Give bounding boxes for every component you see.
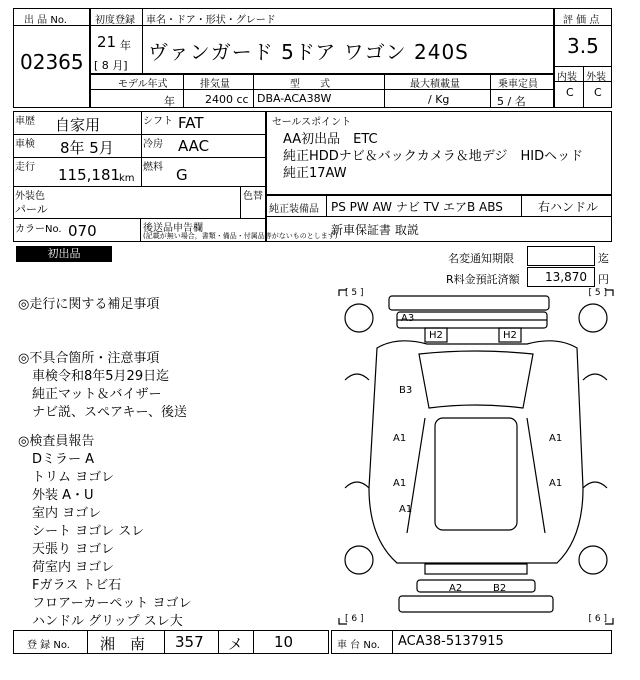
model-name: ヴァンガード 5ドア ワゴン 240S bbox=[148, 40, 469, 64]
reg-number: 10 bbox=[274, 633, 294, 651]
exterior-grade: C bbox=[594, 86, 602, 99]
type-value: DBA-ACA38W bbox=[257, 92, 332, 105]
reg-year-unit: 年 bbox=[120, 39, 131, 52]
mark-h2-left: H2 bbox=[429, 330, 443, 341]
type-label: 型 式 bbox=[290, 79, 330, 90]
interior-grade: C bbox=[566, 86, 574, 99]
sales-point-3: 純正17AW bbox=[283, 166, 347, 181]
mileage-value: 115,181 bbox=[58, 166, 121, 184]
history-value: 自家用 bbox=[55, 116, 101, 134]
reg-year: 21 bbox=[97, 33, 117, 51]
defect-2: 純正マット＆バイザー bbox=[32, 387, 162, 402]
inspector-2: トリム ヨゴレ bbox=[32, 470, 115, 485]
ext-color-label: 外装色 bbox=[15, 191, 45, 202]
inspector-5: シート ヨゴレ スレ bbox=[32, 524, 145, 539]
first-reg-label: 初度登録 bbox=[95, 15, 135, 26]
fuel-label: 燃料 bbox=[143, 162, 163, 173]
chassis-number: ACA38-5137915 bbox=[398, 634, 504, 649]
ac-label: 冷房 bbox=[143, 139, 163, 150]
model-year-unit: 年 bbox=[164, 95, 175, 108]
mileage-unit: km bbox=[119, 173, 135, 184]
recycle-label: R料金預託済額 bbox=[446, 273, 520, 286]
corner-tl: [ 5 ] bbox=[345, 288, 364, 298]
first-listing-badge: 初出品 bbox=[16, 246, 112, 262]
defects-title: ◎不具合箇所・注意事項 bbox=[18, 351, 160, 366]
capacity: 5 / 名 bbox=[497, 95, 526, 108]
mileage-label: 走行 bbox=[15, 162, 35, 173]
capacity-label: 乗車定員 bbox=[498, 79, 538, 90]
fuel-value: G bbox=[176, 166, 188, 184]
inspector-title: ◎検査員報告 bbox=[18, 434, 95, 449]
corner-br: [ 6 ] bbox=[588, 614, 607, 624]
color-change-label: 色替 bbox=[243, 191, 263, 202]
corner-tr: [ 5 ] bbox=[588, 288, 607, 298]
inspector-4: 室内 ヨゴレ bbox=[32, 506, 102, 521]
inspection-label: 車検 bbox=[15, 139, 35, 150]
car-damage-diagram bbox=[337, 288, 615, 626]
steering-side: 右ハンドル bbox=[538, 200, 599, 214]
sales-points-label: セールスポイント bbox=[272, 117, 352, 128]
reg-kana: メ bbox=[228, 635, 244, 653]
aftermarket-label: 後送品申告欄 bbox=[143, 223, 203, 234]
grade-label: 評 価 点 bbox=[563, 15, 600, 26]
mark-h2-right: H2 bbox=[503, 330, 517, 341]
lot-number: 02365 bbox=[20, 50, 84, 74]
inspection-value: 8年 5月 bbox=[60, 139, 114, 157]
recycle-unit: 円 bbox=[598, 273, 609, 286]
inspector-8: Fガラス トビ石 bbox=[32, 578, 122, 593]
sales-point-2: 純正HDDナビ＆バックカメラ＆地デジ HIDヘッド bbox=[283, 149, 584, 164]
inspector-10: ハンドル グリップ スレ大 bbox=[32, 614, 183, 629]
equipment-items: PS PW AW ナビ TV エアB ABS bbox=[331, 200, 503, 214]
mark-b2: B2 bbox=[493, 583, 507, 594]
name-change-box bbox=[527, 246, 595, 266]
equipment-label: 純正装備品 bbox=[269, 204, 319, 215]
mark-a1-left-3: A1 bbox=[399, 504, 413, 515]
mark-a1-left-2: A1 bbox=[393, 478, 407, 489]
warranty: 新車保証書 取説 bbox=[331, 223, 419, 237]
max-load: / Kg bbox=[428, 93, 450, 106]
ac-value: AAC bbox=[178, 137, 210, 155]
inspector-9: フロアーカーペット ヨゴレ bbox=[32, 596, 192, 611]
chassis-label: 車 台 No. bbox=[337, 640, 380, 651]
inspector-1: Dミラー A bbox=[32, 452, 95, 467]
shift-value: FAT bbox=[178, 114, 204, 132]
mark-a1-left-1: A1 bbox=[393, 433, 407, 444]
inspector-6: 天張り ヨゴレ bbox=[32, 542, 115, 557]
sales-point-1: AA初出品 ETC bbox=[283, 132, 378, 147]
defect-1: 車検令和8年5月29日迄 bbox=[32, 369, 170, 384]
inspector-7: 荷室内 ヨゴレ bbox=[32, 560, 115, 575]
max-load-label: 最大積載量 bbox=[410, 79, 460, 90]
wheel-rear-left bbox=[345, 546, 373, 574]
model-year-label: モデル年式 bbox=[118, 79, 168, 90]
reg-area: 湘 南 bbox=[100, 635, 146, 653]
mark-a1-right-1: A1 bbox=[549, 433, 563, 444]
displacement-label: 排気量 bbox=[200, 79, 230, 90]
mark-a1-right-2: A1 bbox=[549, 478, 563, 489]
reg-class: 357 bbox=[175, 633, 204, 651]
shift-label: シフト bbox=[143, 116, 173, 127]
reg-month: [ 8 月] bbox=[94, 59, 128, 72]
interior-label: 内装 bbox=[557, 72, 577, 83]
recycle-fee: 13,870 bbox=[545, 270, 587, 284]
wheel-front-right bbox=[579, 304, 607, 332]
mark-a3: A3 bbox=[401, 313, 415, 324]
inspector-3: 外装 A・U bbox=[32, 488, 94, 503]
driving-notes-title: ◎走行に関する補足事項 bbox=[18, 297, 160, 312]
defect-3: ナビ説、スペアキー、後送 bbox=[32, 405, 187, 420]
reg-label: 登 録 No. bbox=[27, 640, 70, 651]
mark-b3: B3 bbox=[399, 385, 413, 396]
exterior-label: 外装 bbox=[586, 72, 606, 83]
mark-a2: A2 bbox=[449, 583, 463, 594]
ext-color-value: パール bbox=[15, 203, 48, 216]
name-change-unit: 迄 bbox=[598, 252, 609, 265]
wheel-rear-right bbox=[579, 546, 607, 574]
name-change-label: 名変通知期限 bbox=[448, 252, 514, 265]
history-label: 車歴 bbox=[15, 116, 35, 127]
model-name-label: 車名・ドア・形状・グレード bbox=[146, 15, 276, 26]
grade-value: 3.5 bbox=[567, 34, 599, 58]
lot-label: 出 品 No. bbox=[24, 15, 67, 26]
color-no-value: 070 bbox=[68, 222, 97, 240]
corner-bl: [ 6 ] bbox=[345, 614, 364, 624]
wheel-front-left bbox=[345, 304, 373, 332]
aftermarket-note: (記載が無い場合，書類・備品・付属品等がないものとします) bbox=[143, 232, 338, 240]
color-no-label: カラーNo. bbox=[15, 224, 62, 235]
displacement: 2400 cc bbox=[205, 93, 249, 106]
